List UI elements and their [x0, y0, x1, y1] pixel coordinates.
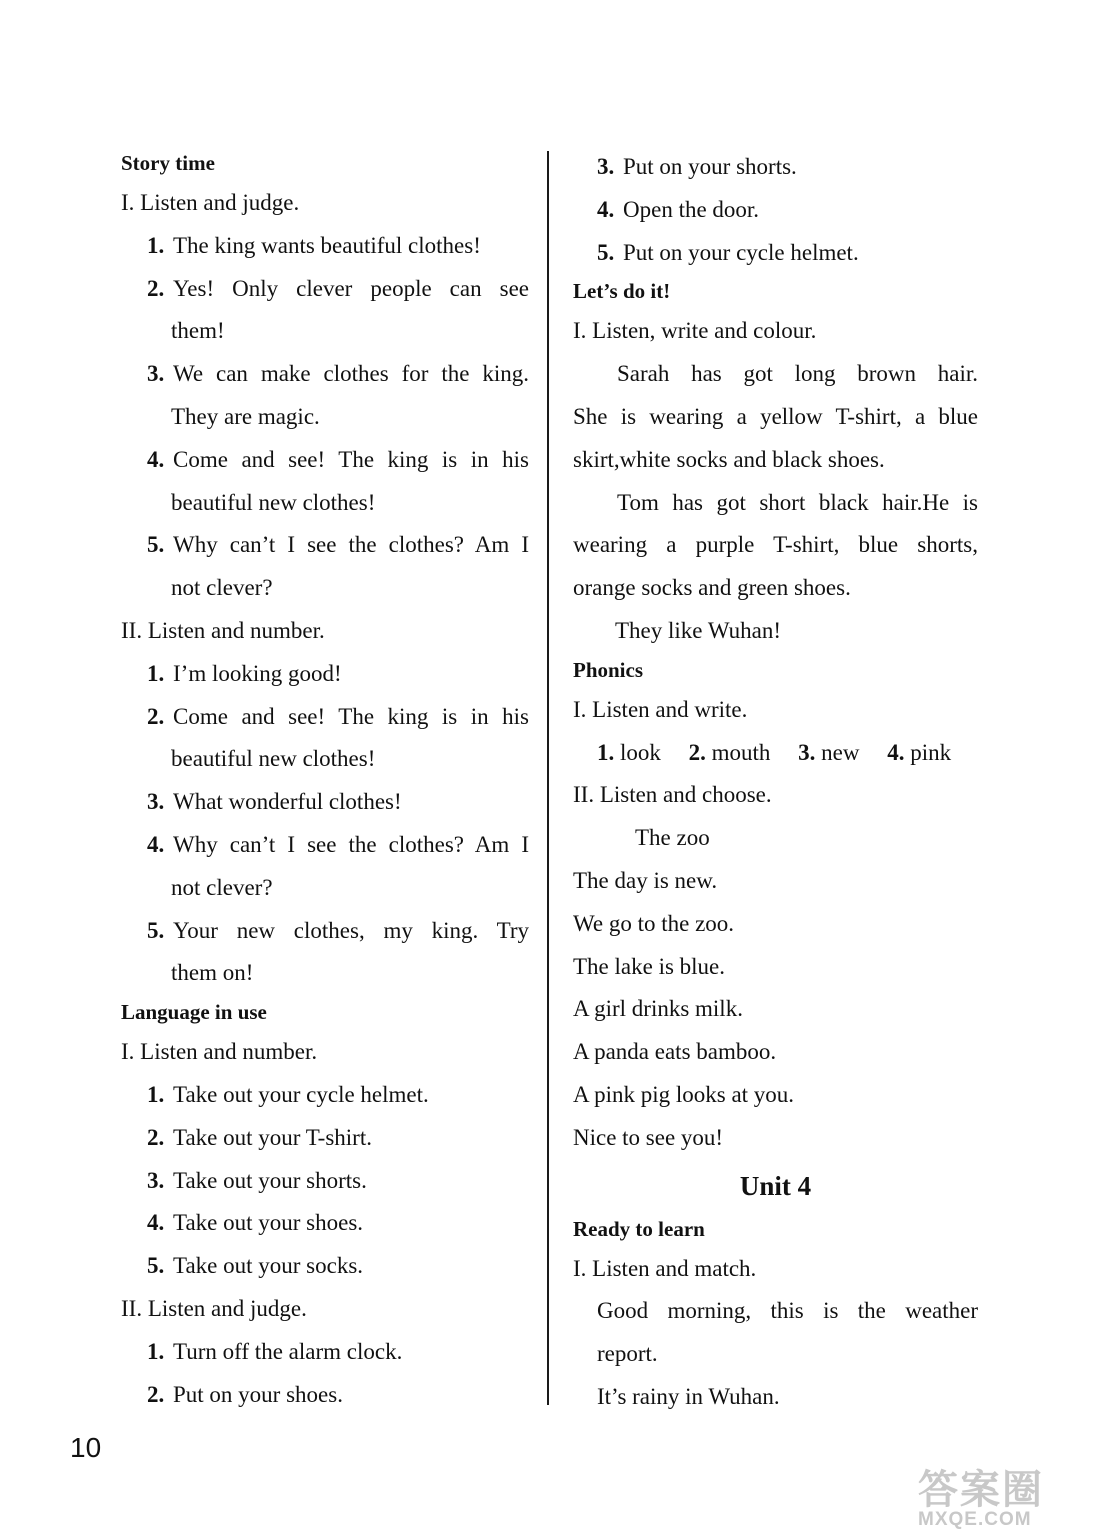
watermark-url: MXQE.COM — [918, 1509, 1032, 1530]
page-number: 10 — [70, 1432, 102, 1463]
list-item: 1. Take out your cycle helmet. — [147, 1081, 429, 1107]
section-heading-lets-do-it: Let’s do it! — [573, 279, 671, 304]
word-answers: 1. look 2. mouth 3. new 4. pink — [597, 739, 952, 765]
list-item: 5. Why can’t I see the clothes? Am I — [147, 532, 529, 558]
poem-line: We go to the zoo. — [573, 910, 735, 936]
list-item: 4. Take out your shoes. — [147, 1210, 364, 1236]
list-item-continuation: beautiful new clothes! — [171, 489, 376, 515]
paragraph-line: skirt,white socks and black shoes. — [573, 446, 885, 472]
column-divider — [547, 151, 549, 1405]
paragraph-line: She is wearing a yellow T-shirt, a blue — [573, 403, 978, 429]
poem-line: A panda eats bamboo. — [573, 1039, 777, 1065]
exercise-title: I. Listen, write and colour. — [573, 318, 817, 344]
list-item: 3. Take out your shorts. — [147, 1167, 367, 1193]
exercise-title: II. Listen and number. — [121, 617, 325, 643]
paragraph-line: Good morning, this is the weather — [597, 1298, 978, 1324]
section-heading-language-in-use: Language in use — [121, 1000, 267, 1025]
paragraph-line: Sarah has got long brown hair. — [617, 361, 978, 387]
poem-line: The lake is blue. — [573, 953, 726, 979]
list-item: 1. Turn off the alarm clock. — [147, 1338, 403, 1364]
list-item: 3. We can make clothes for the king. — [147, 361, 529, 387]
list-item: 5. Take out your socks. — [147, 1253, 364, 1279]
list-item: 3. What wonderful clothes! — [147, 789, 402, 815]
watermark-logo — [918, 1458, 1044, 1531]
left-column — [121, 146, 529, 1416]
list-item-continuation: them on! — [171, 960, 254, 986]
poem-line: A girl drinks milk. — [573, 996, 743, 1022]
right-column — [573, 146, 978, 1419]
list-item-continuation: them! — [171, 318, 225, 344]
list-item-continuation: They are magic. — [171, 403, 320, 429]
list-item: 2. Come and see! The king is in his — [147, 703, 529, 729]
section-heading-ready-to-learn: Ready to learn — [573, 1216, 705, 1241]
paragraph-line: report. — [597, 1341, 658, 1367]
list-item: 4. Open the door. — [597, 196, 760, 222]
list-item-continuation: beautiful new clothes! — [171, 746, 376, 772]
unit-title: Unit 4 — [739, 1170, 812, 1201]
paragraph-line: Tom has got short black hair.He is — [617, 489, 978, 515]
list-item: 4. Why can’t I see the clothes? Am I — [147, 831, 529, 857]
list-item-continuation: not clever? — [171, 575, 273, 601]
list-item: 2. Put on your shoes. — [147, 1381, 343, 1407]
list-item: 5. Put on your cycle helmet. — [597, 239, 859, 265]
poem-line: Nice to see you! — [573, 1124, 724, 1150]
exercise-title: I. Listen and write. — [573, 696, 748, 722]
exercise-title: I. Listen and match. — [573, 1255, 757, 1281]
exercise-title: I. Listen and number. — [121, 1039, 318, 1065]
list-item: 3. Put on your shorts. — [597, 154, 797, 179]
paragraph-line: They like Wuhan! — [615, 617, 781, 643]
paragraph-line: It’s rainy in Wuhan. — [597, 1383, 780, 1409]
list-item: 4. Come and see! The king is in his — [147, 446, 529, 472]
list-item-continuation: not clever? — [171, 874, 273, 900]
exercise-title: II. Listen and judge. — [121, 1295, 307, 1321]
section-heading-story-time: Story time — [121, 151, 215, 175]
list-item: 2. Take out your T-shirt. — [147, 1124, 372, 1150]
poem-title: The zoo — [635, 825, 710, 851]
exercise-title: I. Listen and judge. — [121, 190, 300, 215]
poem-line: A pink pig looks at you. — [573, 1081, 795, 1107]
section-heading-phonics: Phonics — [573, 657, 644, 682]
exercise-title: II. Listen and choose. — [573, 782, 772, 808]
list-item: 2. Yes! Only clever people can see — [147, 275, 529, 301]
paragraph-line: wearing a purple T-shirt, blue shorts, — [573, 532, 978, 558]
watermark-text: 答案圈 — [918, 1468, 1044, 1512]
list-item: 5. Your new clothes, my king. Try — [147, 917, 529, 943]
list-item: 1. The king wants beautiful clothes! — [147, 232, 481, 258]
paragraph-line: orange socks and green shoes. — [573, 575, 851, 601]
poem-line: The day is new. — [573, 867, 718, 893]
list-item: 1. I’m looking good! — [147, 660, 342, 686]
